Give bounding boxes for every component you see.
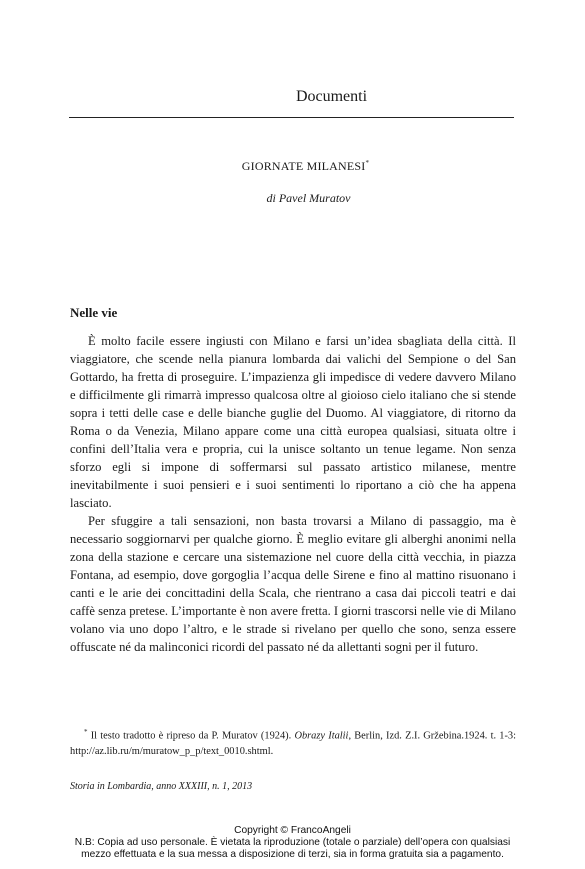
- title-footnote-mark: *: [365, 159, 370, 167]
- paragraph: Per sfuggire a tali sensazioni, non basta trovarsi a Milano di passaggio, ma è necessario soggiornarvi per qualche giorno. È meglio evitare gli alberghi anonimi nella zona della stazione e cercare una sistemazione nel cuore della città vecchia, in piazza Fontana, ad esempio, dove gorgoglia l’acqua delle Sirene e fino al mattino risuonano i canti e le arie dei concittadini della Scala, che rientrano a casa dai piccoli teatri e dai caffè senza pretese. L’importante è non avere fretta. I giorni trascorsi nelle vie di Milano volano via uno dopo l’altro, e le strade si rivelano per quello che sono, senza essere offuscate né da malinconici ricordi del passato né da allettanti sogni per il futuro.: [70, 514, 516, 654]
- paragraph: È molto facile essere ingiusti con Milano e farsi un’idea sbagliata della città. Il viaggiatore, che scende nella pianura lombarda dai valichi del Sempione o del San Gottardo, ha fretta di proseguire. L’impazienza gli impedisce di vedere davvero Milano e difficilmente gli rimarrà impresso qualcosa oltre al gioioso cielo italiano che si stende sopra i tetti delle case e delle bianche guglie del Duomo. Al viaggiatore, di ritorno da Roma o da Venezia, Milano appare come una città europea qualsiasi, situata oltre i confini dell’Italia vera e propria, cui la unisce soltanto un tenue legame. Non senza sforzo egli si impone di soffermarsi sul passato artistico milanese, mentre inevitabilmente i suoi pensieri e i suoi sentimenti lo riportano a ciò che ha appena lasciato.: [70, 334, 516, 510]
- footnote-italic-title: Obrazy Italii: [294, 730, 349, 742]
- section-heading: Nelle vie: [70, 305, 118, 320]
- journal-citation: Storia in Lombardia, anno XXXIII, n. 1, 2013: [70, 781, 253, 792]
- copyright-disclaimer-line: mezzo effettuata e la sua messa a disposizione di terzi, sia in forma gratuita sia a pagamento.: [81, 849, 504, 860]
- footnote-text-before: Il testo tradotto è ripreso da P. Muratov (1924).: [90, 730, 295, 742]
- article-body: [70, 332, 516, 656]
- footnote-mark: *: [84, 728, 88, 736]
- header-rule: [69, 117, 514, 118]
- copyright-disclaimer-line: N.B: Copia ad uso personale. È vietata la riproduzione (totale o parziale) dell’opera con qualsiasi: [74, 837, 511, 848]
- copyright-notice: [0, 825, 585, 861]
- footnote: [70, 725, 516, 759]
- article-title-text: GIORNATE MILANESI: [241, 159, 366, 173]
- article-author: di Pavel Muratov: [266, 191, 351, 205]
- footnote-text-after: , Berlin, Izd. Z.I. Gržebina.1924. t. 1-3: http://az.lib.ru/m/muratow_p_p/text_0010.shtml.: [70, 730, 516, 757]
- copyright-line: Copyright © FrancoAngeli: [234, 825, 351, 836]
- running-header-title: Documenti: [295, 88, 368, 105]
- article-title: [0, 159, 585, 174]
